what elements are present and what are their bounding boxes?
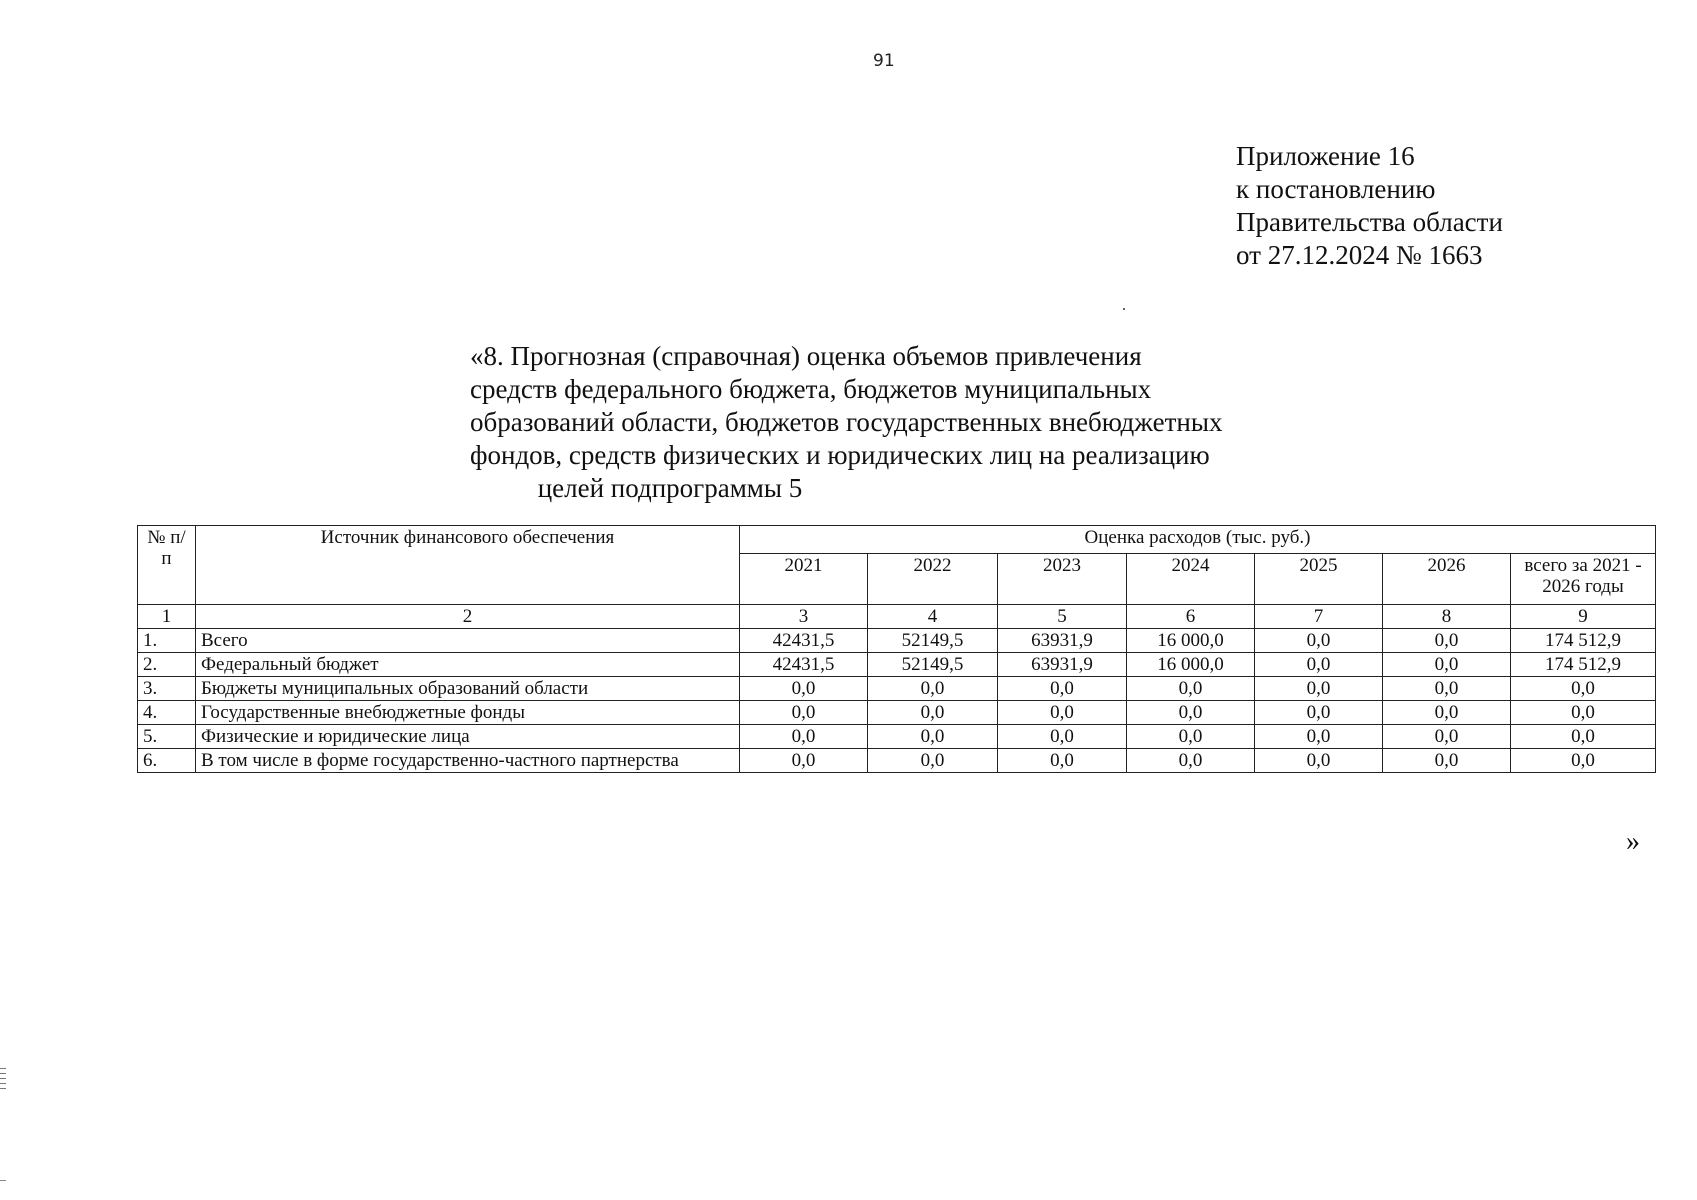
header-year: 2023 bbox=[998, 554, 1127, 605]
row-value: 0,0 bbox=[1383, 677, 1511, 701]
row-value: 0,0 bbox=[1127, 701, 1255, 725]
row-value: 174 512,9 bbox=[1511, 653, 1656, 677]
row-value: 0,0 bbox=[1255, 749, 1383, 773]
table-row bbox=[138, 725, 1656, 749]
row-num: 1. bbox=[138, 629, 196, 653]
table-row bbox=[138, 653, 1656, 677]
row-num: 3. bbox=[138, 677, 196, 701]
row-value: 52149,5 bbox=[868, 653, 998, 677]
header-num: № п/п bbox=[138, 526, 196, 605]
row-value: 0,0 bbox=[740, 677, 868, 701]
table-row bbox=[138, 677, 1656, 701]
column-number: 8 bbox=[1383, 605, 1511, 629]
column-number: 4 bbox=[868, 605, 998, 629]
row-source: Физические и юридические лица bbox=[196, 725, 740, 749]
row-source: Бюджеты муниципальных образований области bbox=[196, 677, 740, 701]
header-year: 2026 bbox=[1383, 554, 1511, 605]
row-value: 16 000,0 bbox=[1127, 653, 1255, 677]
row-value: 0,0 bbox=[1255, 725, 1383, 749]
row-value: 0,0 bbox=[740, 749, 868, 773]
title-line: «8. Прогнозная (справочная) оценка объемов привлечения bbox=[470, 341, 1142, 371]
header-estimate: Оценка расходов (тыс. руб.) bbox=[740, 526, 1656, 554]
header-year: 2024 bbox=[1127, 554, 1255, 605]
row-value: 0,0 bbox=[868, 749, 998, 773]
row-value: 63931,9 bbox=[998, 653, 1127, 677]
row-value: 0,0 bbox=[1127, 725, 1255, 749]
row-value: 0,0 bbox=[1255, 629, 1383, 653]
row-value: 0,0 bbox=[1255, 653, 1383, 677]
row-value: 0,0 bbox=[868, 701, 998, 725]
column-number: 1 bbox=[138, 605, 196, 629]
table-row bbox=[138, 629, 1656, 653]
row-num: 2. bbox=[138, 653, 196, 677]
row-num: 6. bbox=[138, 749, 196, 773]
row-value: 0,0 bbox=[1383, 653, 1511, 677]
title-line: средств федерального бюджета, бюджетов муниципальных bbox=[470, 374, 1152, 404]
row-value: 0,0 bbox=[1511, 749, 1656, 773]
column-number: 7 bbox=[1255, 605, 1383, 629]
row-value: 0,0 bbox=[1255, 677, 1383, 701]
row-value: 0,0 bbox=[1383, 749, 1511, 773]
page-number: 91 bbox=[873, 51, 895, 71]
scan-edge-dash bbox=[0, 1180, 6, 1181]
row-value: 0,0 bbox=[998, 749, 1127, 773]
row-value: 0,0 bbox=[740, 725, 868, 749]
row-value: 0,0 bbox=[1383, 701, 1511, 725]
column-number: 6 bbox=[1127, 605, 1255, 629]
row-source: Всего bbox=[196, 629, 740, 653]
header-source: Источник финансового обеспечения bbox=[196, 526, 740, 605]
document-title bbox=[470, 340, 1223, 505]
row-value: 0,0 bbox=[998, 701, 1127, 725]
row-value: 0,0 bbox=[1383, 725, 1511, 749]
row-source: Государственные внебюджетные фонды bbox=[196, 701, 740, 725]
column-number: 9 bbox=[1511, 605, 1656, 629]
stray-dot bbox=[1123, 308, 1125, 310]
header-row bbox=[138, 526, 1656, 554]
header-year: 2022 bbox=[868, 554, 998, 605]
row-value: 0,0 bbox=[998, 677, 1127, 701]
closing-quote: » bbox=[1626, 826, 1640, 857]
table-row bbox=[138, 749, 1656, 773]
row-value: 0,0 bbox=[1511, 701, 1656, 725]
row-value: 0,0 bbox=[1127, 749, 1255, 773]
title-line: целей подпрограммы 5 bbox=[537, 473, 803, 503]
appendix-line: Правительства области bbox=[1236, 207, 1503, 237]
row-value: 42431,5 bbox=[740, 653, 868, 677]
header-year: 2025 bbox=[1255, 554, 1383, 605]
row-value: 0,0 bbox=[868, 677, 998, 701]
row-value: 0,0 bbox=[868, 725, 998, 749]
title-line: фондов, средств физических и юридических лиц на реализацию bbox=[470, 440, 1210, 470]
row-num: 5. bbox=[138, 725, 196, 749]
row-source: В том числе в форме государственно-частного партнерства bbox=[196, 749, 740, 773]
scan-edge-marks bbox=[0, 1068, 6, 1093]
appendix-line: Приложение 16 bbox=[1236, 141, 1415, 171]
row-value: 42431,5 bbox=[740, 629, 868, 653]
row-value: 16 000,0 bbox=[1127, 629, 1255, 653]
row-value: 0,0 bbox=[1511, 677, 1656, 701]
row-value: 52149,5 bbox=[868, 629, 998, 653]
column-number: 2 bbox=[196, 605, 740, 629]
table-row bbox=[138, 701, 1656, 725]
row-value: 0,0 bbox=[1255, 701, 1383, 725]
header-year: 2021 bbox=[740, 554, 868, 605]
row-value: 0,0 bbox=[1511, 725, 1656, 749]
row-value: 0,0 bbox=[998, 725, 1127, 749]
column-numbers-row bbox=[138, 605, 1656, 629]
title-line: образований области, бюджетов государственных внебюджетных bbox=[470, 407, 1223, 437]
column-number: 3 bbox=[740, 605, 868, 629]
row-num: 4. bbox=[138, 701, 196, 725]
row-source: Федеральный бюджет bbox=[196, 653, 740, 677]
appendix-block bbox=[1236, 140, 1503, 272]
row-value: 0,0 bbox=[1127, 677, 1255, 701]
appendix-line: к постановлению bbox=[1236, 174, 1436, 204]
row-value: 63931,9 bbox=[998, 629, 1127, 653]
row-value: 0,0 bbox=[1383, 629, 1511, 653]
appendix-line: от 27.12.2024 № 1663 bbox=[1236, 240, 1483, 270]
header-year-total: всего за 2021 - 2026 годы bbox=[1511, 554, 1656, 605]
row-value: 0,0 bbox=[740, 701, 868, 725]
column-number: 5 bbox=[998, 605, 1127, 629]
financing-table bbox=[137, 525, 1656, 773]
row-value: 174 512,9 bbox=[1511, 629, 1656, 653]
